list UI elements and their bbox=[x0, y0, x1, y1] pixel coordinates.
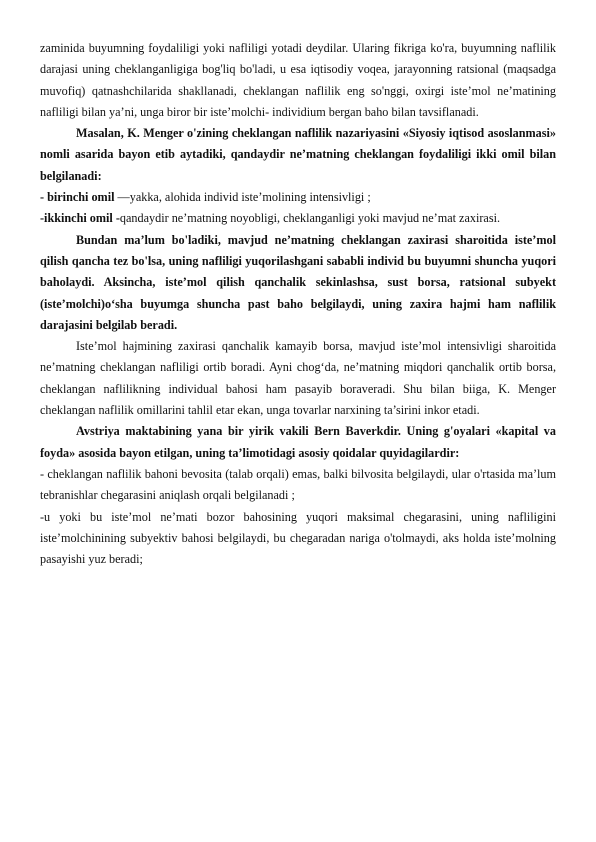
list-item-first-factor bbox=[40, 187, 556, 208]
first-factor-text: —yakka, alohida individ iste’molining intensivligi ; bbox=[117, 190, 371, 205]
paragraph-scarcity-valuation: Bundan ma’lum bo'ladiki, mavjud ne’matning cheklangan zaxirasi sharoitida iste’mol qilish qancha tez bo'lsa, uning nafliligi yuqorilashgani sababli individ bu buyumni shuncha yuqori baholaydi. Aksincha, iste’mol qilish qanchalik sekinlashsa, sust borsa, ratsional subyekt (iste’molchi)o‘sha buyumga shuncha past baho belgilaydi, uning zaxira hajmi ham naflilik darajasini belgilab beradi. bbox=[40, 232, 556, 332]
paragraph-menger-theory: Masalan, K. Menger o'zining cheklangan naflilik nazariyasini «Siyosiy iqtisod asoslanmasi» nomli asarida bayon etib aytadiki, qandaydir ne’matning cheklangan foydaliligi ikki omil bilan belgilanadi: bbox=[40, 126, 556, 183]
first-factor-label: - birinchi omil bbox=[40, 190, 118, 205]
paragraph-utility-intro: zaminida buyumning foydaliligi yoki nafliligi yotadi deydilar. Ularing fikriga ko'ra, buyumning naflilik darajasi uning cheklanganligiga bog'liq bo'ladi, u esa iqtisodiy voqea, jarayonning ratsional (maqsadga muvofiq) qatnashchilarida shakllanadi, cheklangan naflilik eng so'nggi, oxirgi iste’mol ne’matining nafliligi bilan ya’ni, unga biror bir iste’molchi- individium bergan baho bilan tavsiflanadi. bbox=[40, 41, 556, 119]
paragraph-consumption-volume: Iste’mol hajmining zaxirasi qanchalik kamayib borsa, mavjud iste’mol intensivligi sharoitida ne’matning cheklangan nafliligi ortib boradi. Ayni chog‘da, ne’matning miqdori qanchalik ortib borsa, cheklangan naflilikning individual bahosi ham pasayib boraveradi. Shu bilan biiga, K. Menger cheklangan naflilik omillarini tahlil etar ekan, unga tovarlar narxining ta’sirini inkor etadi. bbox=[40, 339, 556, 418]
list-item-price-bounds: - cheklangan naflilik bahoni bevosita (talab orqali) emas, balki bilvosita belgilaydi, ular o'rtasida ma’lum tebranishlar chegarasini aniqlash orqali belgilanadi ; bbox=[40, 466, 556, 503]
list-item-second-factor bbox=[40, 208, 556, 229]
list-item-upper-limit: -u yoki bu iste’mol ne’mati bozor bahosining yuqori maksimal chegarasini, uning nafliligini iste’molchinining subyektiv bahosi belgilaydi, bu chegaradan nariga o'tolmaydi, aks holda iste’molning pasayishi yuz beradi; bbox=[40, 509, 556, 567]
second-factor-label: -ikkinchi omil - bbox=[40, 211, 120, 226]
second-factor-text: qandaydir ne’matning noyobligi, cheklanganligi yoki mavjud ne’mat zaxirasi. bbox=[119, 211, 501, 226]
paragraph-bohm-bawerk: Avstriya maktabining yana bir yirik vakili Bern Baverkdir. Uning g'oyalari «kapital va foyda» asosida bayon etilgan, uning ta’limotidagi asosiy qoidalar quyidagilardir: bbox=[40, 424, 556, 460]
document-page bbox=[40, 38, 556, 570]
